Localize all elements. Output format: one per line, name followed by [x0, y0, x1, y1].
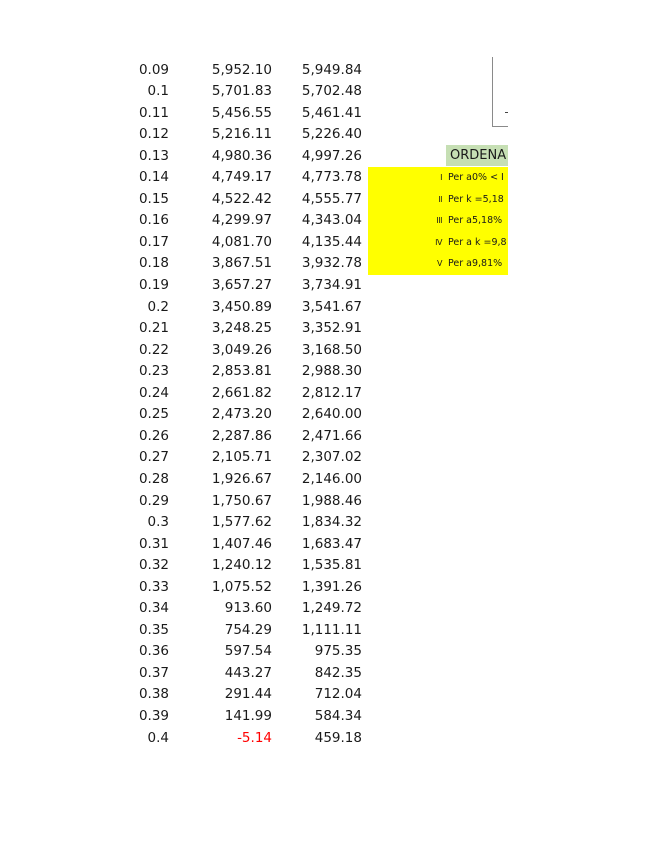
value-a-cell[interactable]: 5,701.83 [211, 83, 272, 100]
value-a-cell[interactable]: 2,661.82 [211, 384, 272, 401]
value-a-cell[interactable]: 3,450.89 [211, 298, 272, 315]
value-a-cell[interactable]: 4,522.42 [211, 190, 272, 207]
value-b-cell[interactable]: 2,988.30 [301, 363, 362, 380]
rate-cell[interactable]: 0.4 [147, 729, 169, 746]
value-a-cell[interactable]: 4,749.17 [211, 169, 272, 186]
value-b-cell[interactable]: 4,135.44 [301, 233, 362, 250]
value-b-cell[interactable]: 5,226.40 [301, 126, 362, 143]
rate-cell[interactable]: 0.33 [138, 578, 169, 595]
value-b-cell[interactable]: 975.35 [314, 643, 362, 660]
table-row [0, 534, 380, 555]
table-row [0, 253, 380, 274]
table-row [0, 706, 380, 727]
value-b-cell[interactable]: 584.34 [314, 708, 362, 724]
ordering-item[interactable] [368, 253, 508, 275]
table-row [0, 361, 380, 382]
value-b-cell[interactable]: 5,949.84 [301, 61, 362, 78]
ordering-item[interactable] [368, 167, 508, 189]
rate-cell[interactable]: 0.29 [138, 492, 169, 509]
ordering-item-text: Per a5,18% [448, 215, 503, 227]
table-row [0, 728, 380, 749]
table-row [0, 404, 380, 425]
value-b-cell[interactable]: 3,541.67 [301, 298, 362, 315]
rate-cell[interactable]: 0.38 [138, 686, 169, 703]
rate-cell[interactable]: 0.27 [138, 449, 169, 466]
rate-cell[interactable]: 0.2 [147, 298, 169, 315]
value-b-cell[interactable]: 2,307.02 [301, 449, 362, 466]
table-row [0, 124, 380, 145]
rate-cell[interactable]: 0.12 [138, 126, 169, 143]
rate-cell[interactable]: 0.28 [138, 470, 169, 487]
table-row [0, 491, 380, 512]
ordering-item[interactable] [368, 189, 508, 211]
chart-box-border-bottom [492, 126, 508, 127]
value-a-cell[interactable]: 754.29 [224, 621, 272, 638]
rate-cell[interactable]: 0.32 [138, 557, 169, 574]
table-row [0, 684, 380, 705]
table-row [0, 469, 380, 490]
table-row [0, 275, 380, 296]
ordering-list [368, 167, 508, 275]
rate-cell[interactable]: 0.3 [147, 514, 169, 531]
value-a-cell[interactable]: 597.54 [224, 643, 272, 660]
table-row [0, 598, 380, 619]
rate-cell[interactable]: 0.31 [138, 535, 169, 552]
table-row [0, 340, 380, 361]
table-row [0, 210, 380, 231]
value-b-cell[interactable]: 4,555.77 [301, 190, 362, 207]
value-b-cell[interactable]: 1,111.11 [301, 621, 362, 638]
table-row [0, 426, 380, 447]
value-b-cell[interactable]: 1,683.47 [301, 535, 362, 552]
value-a-cell[interactable]: 5,952.10 [211, 61, 272, 78]
table-row [0, 103, 380, 124]
rate-cell[interactable]: 0.13 [138, 147, 169, 164]
value-a-cell[interactable]: 3,867.51 [211, 255, 272, 272]
value-a-cell[interactable]: 1,075.52 [211, 578, 272, 595]
value-a-cell[interactable]: 3,049.26 [211, 341, 272, 358]
value-b-cell[interactable]: 2,471.66 [301, 427, 362, 444]
rate-cell[interactable]: 0.18 [138, 255, 169, 272]
rate-cell[interactable]: 0.15 [138, 190, 169, 207]
rate-cell[interactable]: 0.14 [138, 169, 169, 186]
value-b-cell[interactable]: 1,535.81 [301, 557, 362, 574]
value-b-cell[interactable]: 1,391.26 [301, 578, 362, 595]
ordering-item-numeral: II [438, 194, 442, 204]
ordering-item-numeral: III [436, 216, 442, 226]
value-a-cell[interactable]: 2,853.81 [211, 363, 272, 380]
value-b-cell[interactable]: 3,168.50 [301, 341, 362, 358]
table-row [0, 577, 380, 598]
value-b-cell[interactable]: 2,812.17 [301, 384, 362, 401]
table-row [0, 146, 380, 167]
value-a-cell[interactable]: 2,105.71 [211, 449, 272, 466]
ordering-item-text: Per a k =9,8 [448, 236, 507, 248]
value-b-cell[interactable]: 3,734.91 [301, 277, 362, 293]
value-b-cell[interactable]: 1,988.46 [301, 492, 362, 509]
value-b-cell[interactable]: 5,702.48 [301, 83, 362, 100]
value-a-cell[interactable]: 2,287.86 [211, 427, 272, 444]
rate-cell[interactable]: 0.23 [138, 363, 169, 380]
value-a-cell[interactable]: 141.99 [224, 708, 272, 724]
rate-cell[interactable]: 0.11 [138, 104, 169, 121]
rate-cell[interactable]: 0.34 [138, 600, 169, 617]
table-row [0, 555, 380, 576]
value-b-cell[interactable]: 5,461.41 [301, 104, 362, 121]
rate-cell[interactable]: 0.39 [138, 708, 169, 724]
table-row [0, 60, 380, 81]
value-a-cell[interactable]: 3,248.25 [211, 320, 272, 337]
value-b-cell[interactable]: 4,343.04 [301, 212, 362, 229]
rate-cell[interactable]: 0.36 [138, 643, 169, 660]
value-b-cell[interactable]: 712.04 [314, 686, 362, 703]
chart-box-border-left [492, 57, 493, 127]
value-a-cell[interactable]: 1,240.12 [211, 557, 272, 574]
value-b-cell[interactable]: 842.35 [314, 664, 362, 681]
table-row [0, 447, 380, 468]
value-a-cell[interactable]: 4,299.97 [211, 212, 272, 229]
value-a-cell[interactable]: 4,980.36 [211, 147, 272, 164]
value-a-cell[interactable]: 291.44 [224, 686, 272, 703]
ordering-header-cell[interactable] [446, 145, 508, 166]
table-row [0, 383, 380, 404]
rate-cell[interactable]: 0.1 [147, 83, 169, 100]
value-b-cell[interactable]: 459.18 [314, 729, 362, 746]
ordering-header-label: ORDENA [450, 148, 507, 163]
ordering-item-text: Per a0% < I [448, 172, 504, 183]
value-a-cell[interactable]: 2,473.20 [211, 406, 272, 423]
table-row [0, 318, 380, 339]
ordering-item-text: Per a9,81% [448, 258, 503, 270]
value-a-cell[interactable]: 3,657.27 [211, 277, 272, 293]
value-b-cell[interactable]: 3,352.91 [301, 320, 362, 337]
ordering-item[interactable] [368, 232, 508, 254]
rate-cell[interactable]: 0.37 [138, 664, 169, 681]
value-a-cell[interactable]: 1,926.67 [211, 470, 272, 487]
table-row [0, 641, 380, 662]
rate-cell[interactable]: 0.16 [138, 212, 169, 229]
value-a-cell[interactable]: 5,456.55 [211, 104, 272, 121]
table-row [0, 189, 380, 210]
table-row [0, 167, 380, 188]
value-b-cell[interactable]: 1,249.72 [301, 600, 362, 617]
rate-cell[interactable]: 0.19 [138, 277, 169, 293]
rate-cell[interactable]: 0.26 [138, 427, 169, 444]
ordering-item-text: Per k =5,18 [448, 193, 504, 205]
rate-cell[interactable]: 0.17 [138, 233, 169, 250]
chart-box-fragment-mark [505, 112, 508, 113]
value-b-cell[interactable]: 2,146.00 [301, 470, 362, 487]
value-a-cell[interactable]: 5,216.11 [211, 126, 272, 143]
rate-cell[interactable]: 0.22 [138, 341, 169, 358]
rate-cell[interactable]: 0.24 [138, 384, 169, 401]
value-a-cell[interactable]: -5.14 [237, 729, 272, 746]
ordering-item-numeral: V [437, 259, 442, 269]
value-a-cell[interactable]: 1,577.62 [211, 514, 272, 531]
value-b-cell[interactable]: 1,834.32 [301, 514, 362, 531]
table-row [0, 512, 380, 533]
table-row [0, 663, 380, 684]
table-row [0, 297, 380, 318]
ordering-item-numeral: IV [435, 237, 442, 247]
rate-cell[interactable]: 0.21 [138, 320, 169, 337]
ordering-item-numeral: I [440, 173, 442, 182]
rate-cell[interactable]: 0.09 [138, 61, 169, 78]
table-row [0, 620, 380, 641]
value-a-cell[interactable]: 913.60 [224, 600, 272, 617]
ordering-item[interactable] [368, 210, 508, 232]
value-a-cell[interactable]: 1,407.46 [211, 535, 272, 552]
value-b-cell[interactable]: 3,932.78 [301, 255, 362, 272]
value-a-cell[interactable]: 443.27 [224, 664, 272, 681]
table-row [0, 81, 380, 102]
value-a-cell[interactable]: 1,750.67 [211, 492, 272, 509]
table-row [0, 232, 380, 253]
rate-cell[interactable]: 0.35 [138, 621, 169, 638]
value-b-cell[interactable]: 4,773.78 [301, 169, 362, 186]
value-b-cell[interactable]: 2,640.00 [301, 406, 362, 423]
value-b-cell[interactable]: 4,997.26 [301, 147, 362, 164]
rate-cell[interactable]: 0.25 [138, 406, 169, 423]
value-a-cell[interactable]: 4,081.70 [211, 233, 272, 250]
